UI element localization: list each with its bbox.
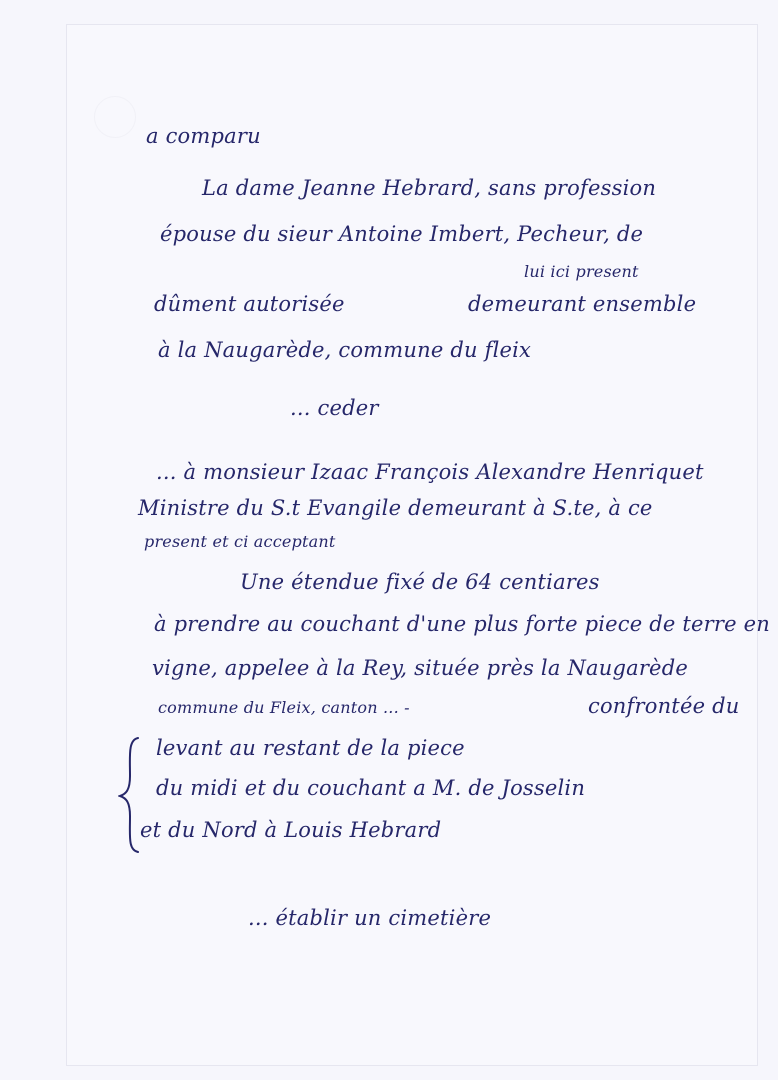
text-line-1: a comparu <box>146 124 261 148</box>
text-line-6: à la Naugarède, commune du fleix <box>158 338 532 362</box>
text-line-4: lui ici present <box>524 262 639 281</box>
text-line-17: et du Nord à Louis Hebrard <box>140 818 442 842</box>
text-line-18: ... établir un cimetière <box>248 906 492 930</box>
text-line-14b: confrontée du <box>588 694 740 718</box>
faint-stamp-mark <box>94 96 136 138</box>
text-line-2: La dame Jeanne Hebrard, sans profession <box>202 176 657 200</box>
text-line-16: du midi et du couchant a M. de Josselin <box>156 776 586 800</box>
text-line-13: vigne, appelee à la Rey, située près la Naugarède <box>152 656 688 680</box>
text-line-7: ... ceder <box>290 396 379 420</box>
text-line-10: present et ci acceptant <box>144 532 336 551</box>
text-line-9: Ministre du S.t Evangile demeurant à S.te, à ce <box>138 496 653 520</box>
text-line-14a: commune du Fleix, canton ... - <box>158 698 410 717</box>
text-line-3: épouse du sieur Antoine Imbert, Pecheur, de <box>160 222 644 246</box>
text-line-5a: dûment autorisée <box>154 292 345 316</box>
text-line-12: à prendre au couchant d'une plus forte piece de terre en <box>154 612 771 636</box>
text-line-15: levant au restant de la piece <box>156 736 465 760</box>
text-line-8: ... à monsieur Izaac François Alexandre Henriquet <box>156 460 704 484</box>
curly-brace-icon <box>118 736 142 854</box>
text-line-5b: demeurant ensemble <box>468 292 697 316</box>
text-line-11: Une étendue fixé de 64 centiares <box>240 570 600 594</box>
